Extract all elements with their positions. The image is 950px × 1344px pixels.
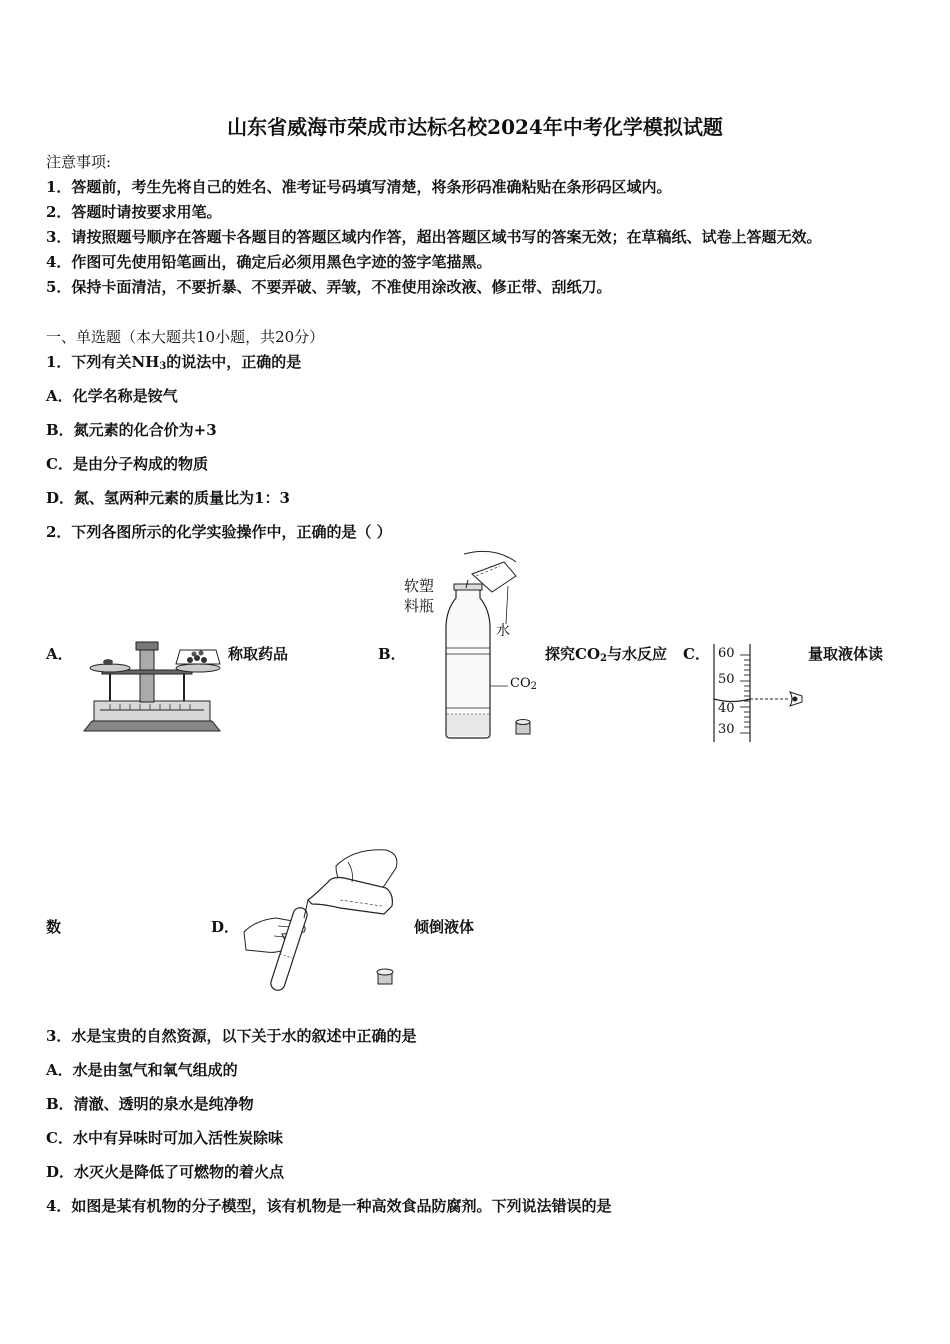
- b-caption-prefix: 探究CO: [545, 645, 601, 663]
- bottle-label-line2: 料瓶: [404, 597, 435, 615]
- q2-option-c-caption-part1: 量取液体读: [808, 645, 884, 663]
- q2-option-a-caption: 称取药品: [228, 645, 289, 663]
- q2-option-a-letter: A．: [46, 645, 73, 663]
- question-3-stem: 3．水是宝贵的自然资源，以下关于水的叙述中正确的是: [46, 1027, 417, 1045]
- q1-stem-suffix: 的说法中，正确的是: [166, 353, 302, 371]
- gas-label: [510, 676, 537, 692]
- q1-stem-prefix: 1．下列有关NH: [46, 353, 160, 371]
- q2-option-b-letter: B．: [378, 645, 406, 663]
- q1-option-d: D．氮、氢两种元素的质量比为1：3: [46, 489, 290, 507]
- bottle-figure: [404, 548, 540, 743]
- tick-50: 50: [718, 672, 735, 687]
- notice-item-3: 3．请按照题号顺序在答题卡各题目的答题区域内作答，超出答题区域书写的答案无效；在草稿纸、试卷上答题无效。: [46, 228, 822, 246]
- q1-option-b: B．氮元素的化合价为+3: [46, 421, 217, 439]
- notice-item-2: 2．答题时请按要求用笔。: [46, 203, 222, 221]
- notice-item-5: 5．保持卡面清洁，不要折暴、不要弄破、弄皱，不准使用涂改液、修正带、刮纸刀。: [46, 278, 612, 296]
- notice-heading: 注意事项:: [46, 153, 112, 171]
- pouring-figure: [236, 842, 408, 998]
- q3-option-a: A．水是由氢气和氧气组成的: [46, 1061, 238, 1079]
- notice-item-1: 1．答题前，考生先将自己的姓名、准考证号码填写清楚，将条形码准确粘贴在条形码区域内。: [46, 178, 672, 196]
- q1-option-a: A．化学名称是铵气: [46, 387, 178, 405]
- b-caption-sub: 2: [600, 653, 607, 664]
- q2-option-d-caption: 倾倒液体: [414, 918, 475, 936]
- cylinder-figure: [710, 642, 810, 744]
- gas-label-sub: 2: [530, 681, 537, 692]
- bottle-label-line1: 软塑: [404, 577, 435, 595]
- q2-option-b-caption: [545, 645, 667, 668]
- question-1-stem: [46, 353, 301, 376]
- q2-option-c-letter: C．: [683, 645, 710, 663]
- q2-option-d-letter: D．: [211, 918, 240, 936]
- gas-label-prefix: CO: [510, 676, 531, 691]
- q3-option-c: C．水中有异味时可加入活性炭除味: [46, 1129, 283, 1147]
- tick-40: 40: [718, 701, 735, 716]
- q2-option-c-caption-part2: 数: [46, 918, 62, 936]
- b-caption-suffix: 与水反应: [606, 645, 667, 663]
- q3-option-b: B．清澈、透明的泉水是纯净物: [46, 1095, 254, 1113]
- q1-stem-sub: 3: [159, 361, 167, 372]
- balance-figure: [80, 638, 225, 734]
- q1-option-c: C．是由分子构成的物质: [46, 455, 208, 473]
- section-heading: 一、单选题（本大题共10小题，共20分）: [46, 328, 325, 346]
- water-label: 水: [496, 623, 510, 639]
- tick-60: 60: [718, 646, 735, 661]
- q3-option-d: D．水灭火是降低了可燃物的着火点: [46, 1163, 285, 1181]
- question-4-stem: 4．如图是某有机物的分子模型，该有机物是一种高效食品防腐剂。下列说法错误的是: [46, 1197, 612, 1215]
- notice-item-4: 4．作图可先使用铅笔画出，确定后必须用黑色字迹的签字笔描黑。: [46, 253, 492, 271]
- tick-30: 30: [718, 722, 735, 737]
- question-2-stem: 2．下列各图所示的化学实验操作中，正确的是（ ）: [46, 523, 392, 541]
- page-title: 山东省威海市荣成市达标名校2024年中考化学模拟试题: [227, 115, 723, 139]
